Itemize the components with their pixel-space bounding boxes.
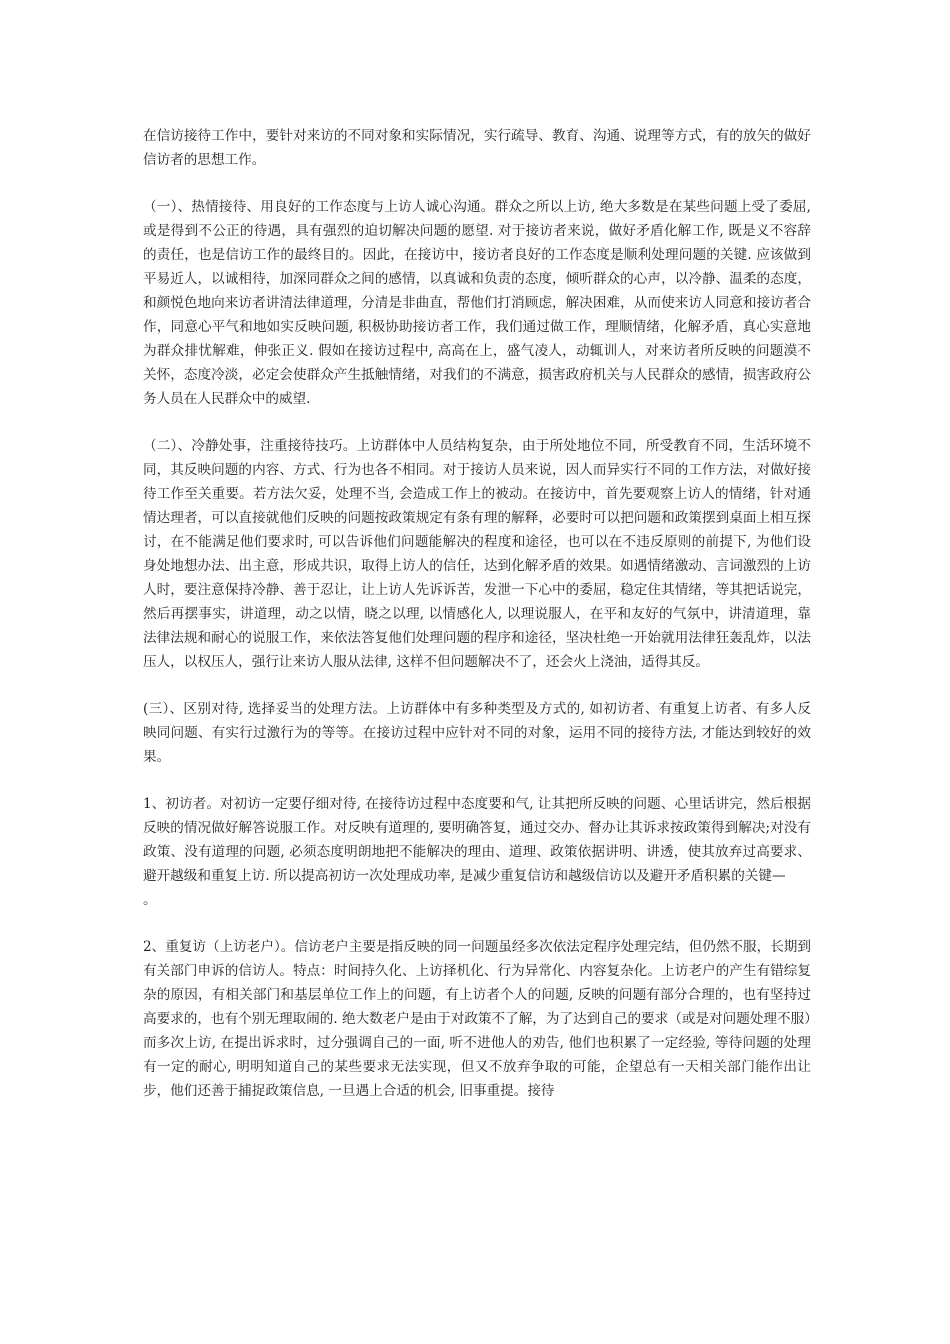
intro-paragraph: 在信访接待工作中，要针对来访的不同对象和实际情况，实行疏导、教育、沟通、说理等方式，有的放矢的做好信访者的思想工作。 [143,128,811,168]
first-visitor-paragraph-tail: 。 [143,892,157,908]
repeat-visitor-paragraph: 2、重复访（上访老户）。信访老户主要是指反映的同一问题虽经多次依法定程序处理完结，但仍然不服，长期到有关部门申诉的信访人。特点：时间持久化、上访择机化、行为异常化、内容复杂化。上访老户的产生有错综复杂的原因，有相关部门和基层单位工作上的问题，有上访者个人的问题, 反映的问题有部分合理的，也有坚持过高要求的，也有个别无理取闹的. 绝大数老户是由于对政策不了解，为了达到自己的要求（或是对问题处理不服）而多次上访, 在提出诉求时，过分强调自己的一面, 听不进他人的劝告, 他们也积累了一定经验, 等待问题的处理有一定的耐心, 明明知道自己的某些要求无法实现，但又不放弃争取的可能，企望总有一天相关部门能作出让步，他们还善于捕捉政策信息, 一旦遇上合适的机会, 旧事重提。接待 [143,939,811,1099]
document-body [143,124,811,1126]
section-three-paragraph: (三）、区别对待, 选择妥当的处理方法。上访群体中有多种类型及方式的, 如初访者、有重复上访者、有多人反映同问题、有实行过激行为的等等。在接访过程中应针对不同的对象，运用不同的接待方法, 才能达到较好的效果。 [143,701,811,765]
first-visitor-paragraph: 1、初访者。对初访一定要仔细对待, 在接待访过程中态度要和气, 让其把所反映的问题、心里话讲完，然后根据反映的情况做好解答说服工作。对反映有道理的, 要明确答复，通过交办、督办让其诉求按政策得到解决;对没有政策、没有道理的问题, 必须态度明朗地把不能解决的理由、道理、政策依据讲明、讲透，使其放弃过高要求、避开越级和重复上访. 所以提高初访一次处理成功率, 是减少重复信访和越级信访以及避开矛盾积累的关键— [143,796,811,884]
section-two-paragraph: （二）、冷静处事，注重接待技巧。上访群体中人员结构复杂，由于所处地位不同，所受教育不同，生活环境不同，其反映问题的内容、方式、行为也各不相同。对于接访人员来说，因人而异实行不同的工作方法，对做好接待工作至关重要。若方法欠妥，处理不当, 会造成工作上的被动。在接访中，首先要观察上访人的情绪，针对通情达理者，可以直接就他们反映的问题按政策规定有条有理的解释，必要时可以把问题和政策摆到桌面上相互探讨，在不能满足他们要求时, 可以告诉他们问题能解决的程度和途径，也可以在不违反原则的前提下, 为他们设身处地想办法、出主意，形成共识，取得上访人的信任，达到化解矛盾的效果。如遇情绪激动、言词激烈的上访人时，要注意保持冷静、善于忍让，让上访人先诉诉苦，发泄一下心中的委屈，稳定住其情绪，等其把话说完，然后再摆事实，讲道理，动之以情，晓之以理, 以情感化人, 以理说服人，在平和友好的气氛中，讲清道理，靠法律法规和耐心的说服工作，来依法答复他们处理问题的程序和途径，坚决杜绝一开始就用法律狂轰乱炸，以法压人，以权压人，强行让来访人服从法律, 这样不但问题解决不了，还会火上浇油，适得其反。 [143,438,811,670]
first-visitor-block [143,792,811,912]
section-one-paragraph: （一）、热情接待、用良好的工作态度与上访人诚心沟通。群众之所以上访, 绝大多数是在某些问题上受了委屈, 或是得到不公正的待遇，具有强烈的迫切解决问题的愿望. 对于接访者来说，做好矛盾化解工作, 既是义不容辞的责任，也是信访工作的最终目的。因此，在接访中，接访者良好的工作态度是顺利处理问题的关键. 应该做到平易近人，以诚相待，加深同群众之间的感情，以真诚和负责的态度，倾听群众的心声，以冷静、温柔的态度，和颜悦色地向来访者讲清法律道理，分清是非曲直，帮他们打消顾虑，解决困难，从而使来访人同意和接访者合作，同意心平气和地如实反映问题, 积极协助接访者工作，我们通过做工作，理顺情绪，化解矛盾，真心实意地为群众排忧解难，伸张正义. 假如在接访过程中, 高高在上，盛气凌人，动辄训人，对来访者所反映的问题漠不关怀，态度冷淡，必定会使群众产生抵触情绪，对我们的不满意，损害政府机关与人民群众的感情，损害政府公务人员在人民群众中的威望. [143,199,811,407]
